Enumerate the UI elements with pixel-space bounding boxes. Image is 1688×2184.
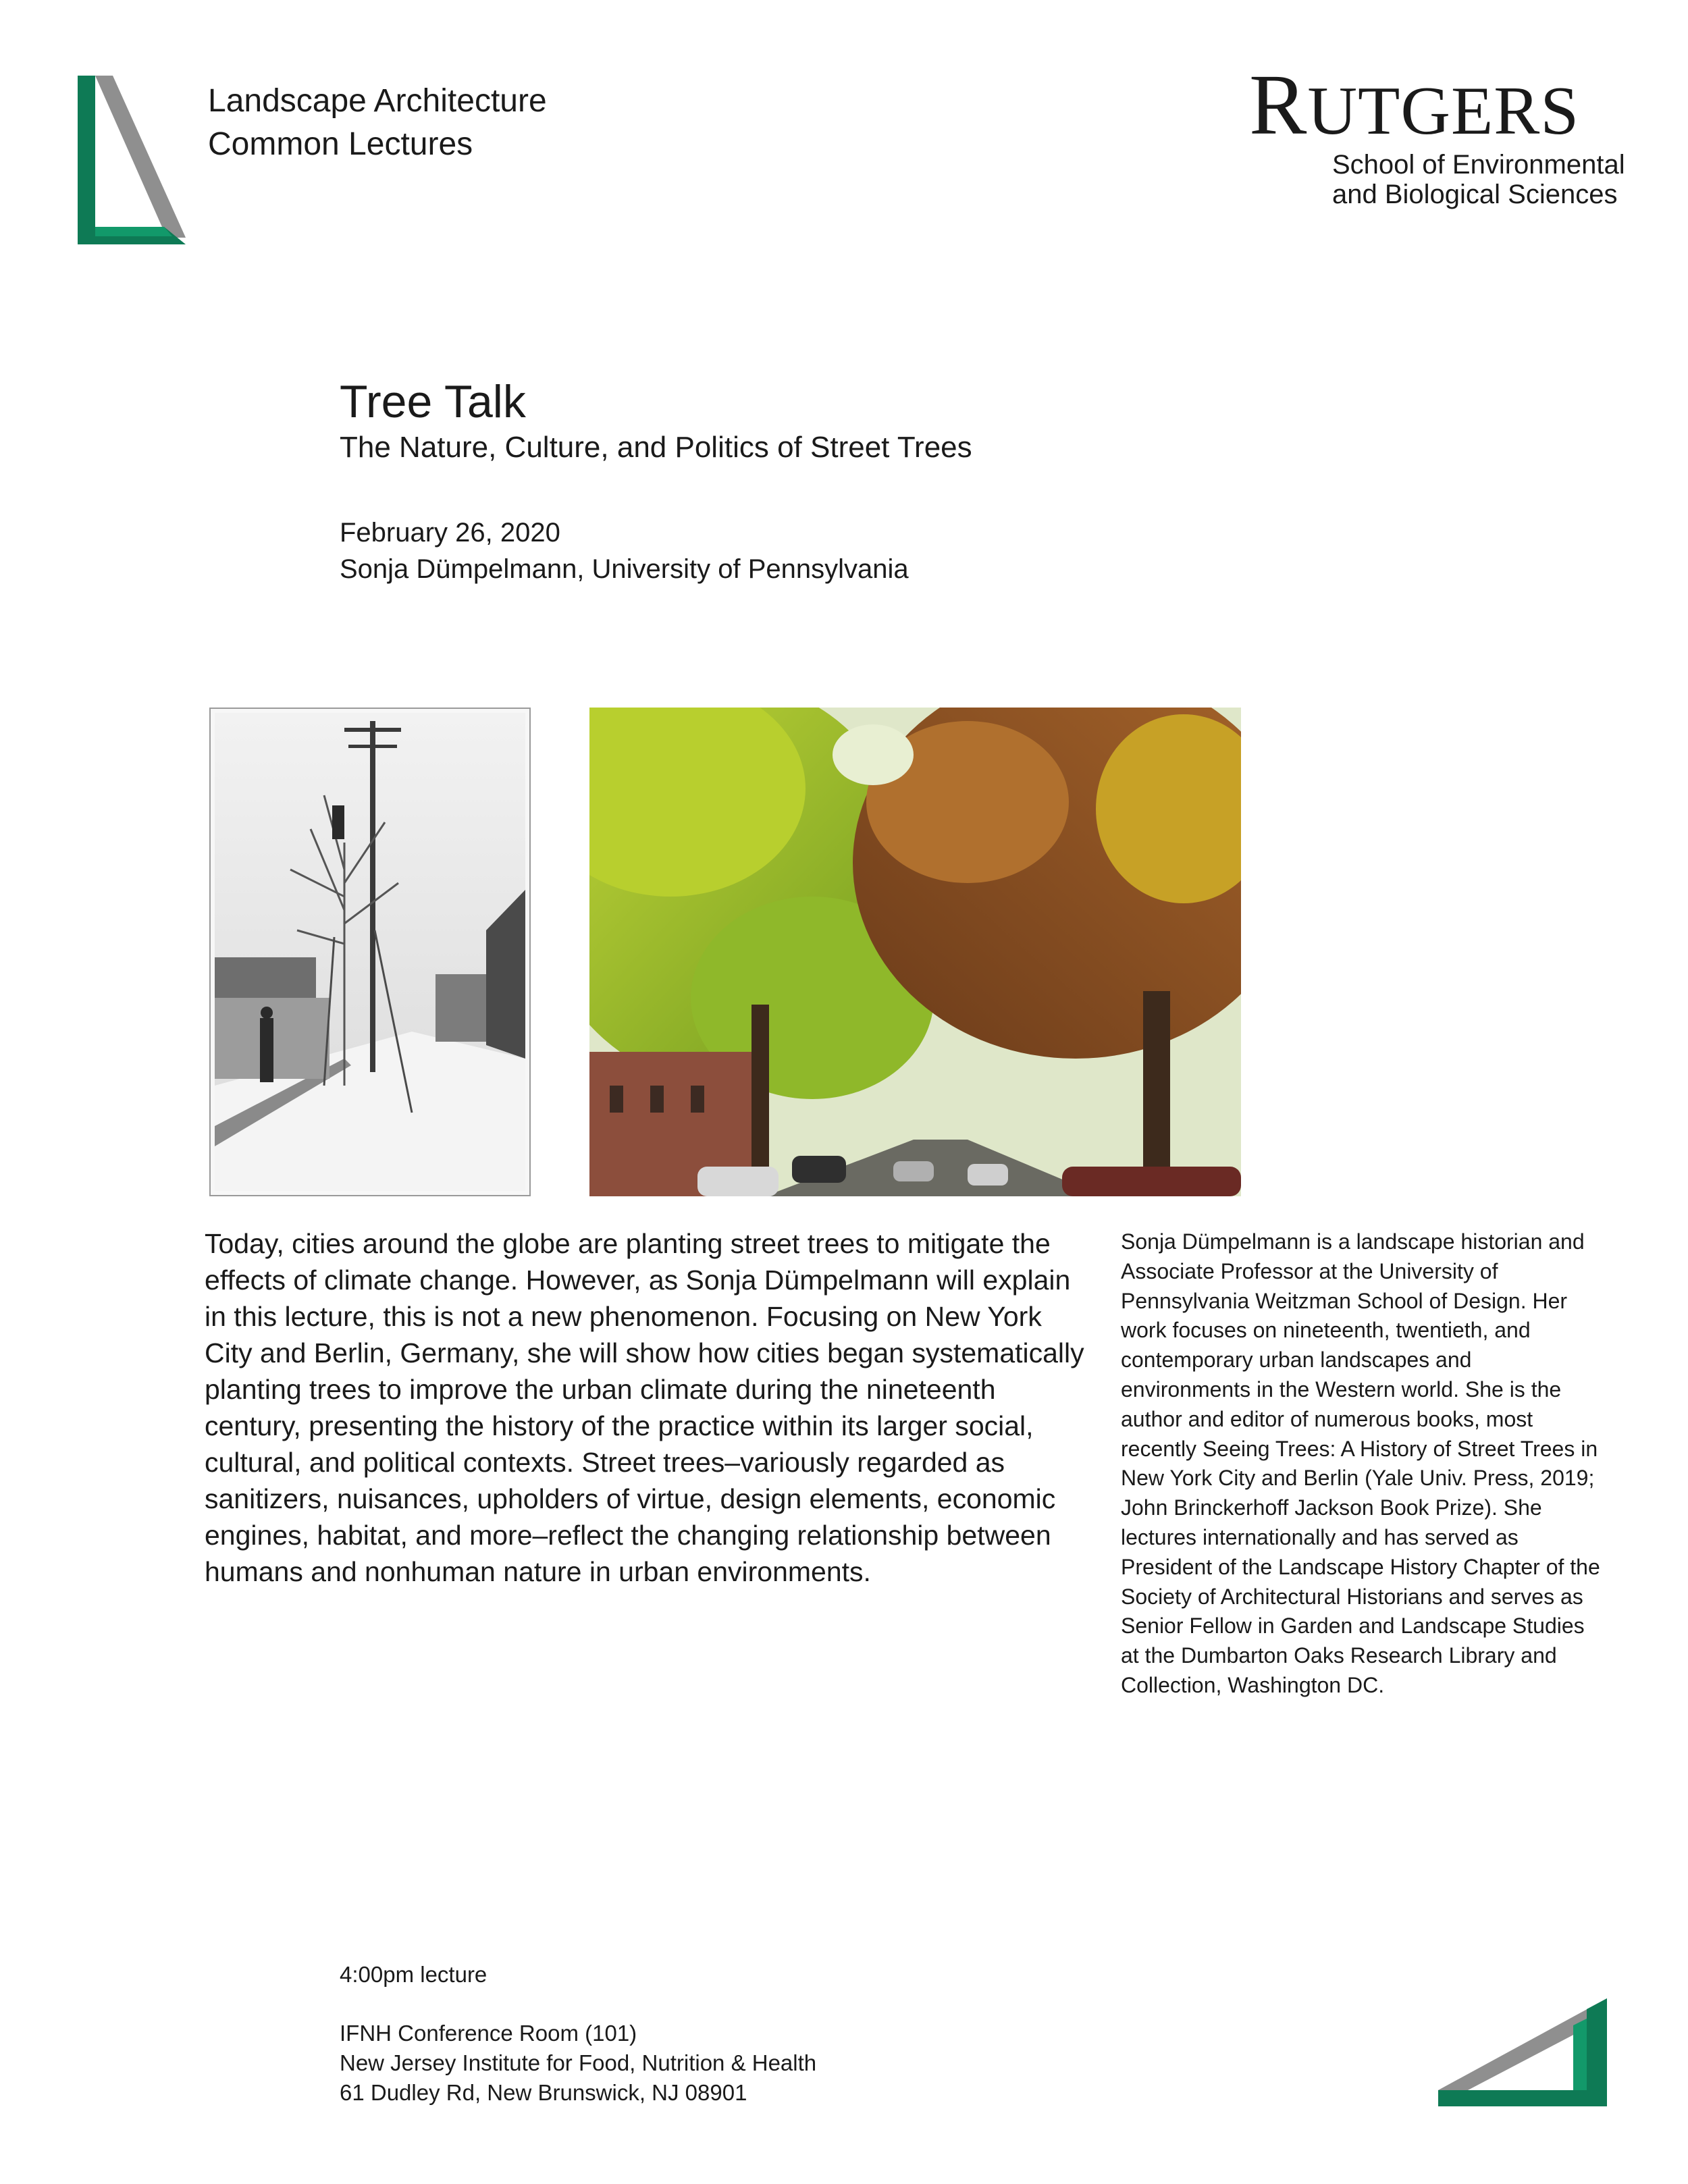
lecture-date: February 26, 2020 (340, 518, 560, 548)
venue-address (340, 2019, 816, 2108)
lecture-title: Tree Talk (340, 376, 526, 427)
series-title-line1: Landscape Architecture (208, 83, 547, 119)
series-title (208, 80, 547, 166)
school-name-line1: School of Environmental (1332, 150, 1625, 180)
venue-street: 61 Dudley Rd, New Brunswick, NJ 08901 (340, 2080, 747, 2105)
lecture-speaker: Sonja Dümpelmann, University of Pennsylvania (340, 554, 909, 584)
lecture-description: Today, cities around the globe are planting street trees to mitigate the effects of climate change. However, as Sonja Dümpelmann will explain in this lecture, this is not a new phenomenon. Focusing on New York City and Berlin, Germany, she will show how cities began systematically planting trees to improve the urban climate during the nineteenth century, presenting the history of the practice within its larger social, cultural, and political contexts. Street trees–variously regarded as sanitizers, nuisances, upholders of virtue, design elements, economic engines, habitat, and more–reflect the changing relationship between humans and nonhuman nature in urban environments. (205, 1228, 1084, 1587)
venue-institute: New Jersey Institute for Food, Nutrition & Health (340, 2050, 817, 2075)
lecture-subtitle: The Nature, Culture, and Politics of Street Trees (340, 431, 972, 464)
speaker-bio: Sonja Dümpelmann is a landscape historian and Associate Professor at the University of Pennsylvania Weitzman School of Design. Her work focuses on nineteenth, twentieth, and contemporary urban landscapes and environments in the Western world. She is the author and editor of numerous books, most recently Seeing Trees: A History of Street Trees in New York City and Berlin (Yale Univ. Press, 2019; John Brinckerhoff Jackson Book Prize). She lectures internationally and has served as President of the Landscape History Chapter of the Society of Architectural Historians and serves as Senior Fellow in Garden and Landscape Studies at the Dumbarton Oaks Research Library and Collection, Washington DC. (1121, 1229, 1600, 1697)
school-name-line2: and Biological Sciences (1332, 180, 1618, 209)
rutgers-logo-rest: UTGERS (1307, 73, 1580, 149)
school-name (1332, 150, 1625, 209)
lecture-time: 4:00pm lecture (340, 1962, 487, 1987)
venue-room: IFNH Conference Room (101) (340, 2021, 637, 2046)
lecture-series-logo (78, 76, 186, 244)
historic-street-tree-photo (209, 708, 531, 1196)
series-title-line2: Common Lectures (208, 126, 473, 162)
autumn-street-photo (589, 708, 1241, 1196)
rutgers-logo-initial: R (1249, 57, 1308, 153)
rutgers-logo (1249, 57, 1580, 153)
corner-triangle-logo (1438, 1998, 1607, 2106)
